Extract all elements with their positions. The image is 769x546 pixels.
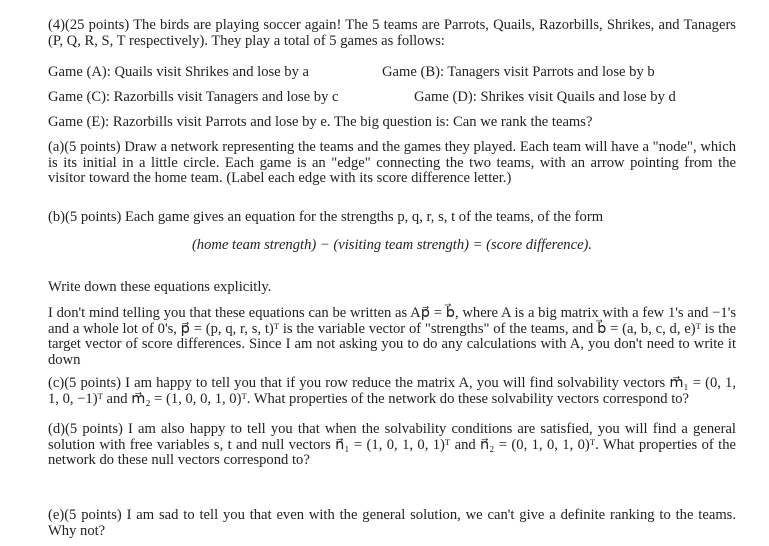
game-d: Game (D): Shrikes visit Quails and lose by d — [414, 89, 676, 105]
part-d: (d)(5 points) I am also happy to tell you that when the solvability conditions are satisfied, you will find a general solution with free variables s, t and null vectors n⃗₁ = (1, 0, 1, 0, 1)ᵀ and n⃗₂ = (0, 1, 0, 1, 0)ᵀ. What properties of the network do these null vectors correspond to? — [48, 421, 736, 468]
equation-form: (home team strength) − (visiting team strength) = (score difference). — [191, 237, 593, 253]
part-b: (b)(5 points) Each game gives an equation for the strengths p, q, r, s, t of the teams, of the form — [48, 209, 604, 225]
write-down-instruction: Write down these equations explicitly. — [48, 279, 272, 295]
game-a: Game (A): Quails visit Shrikes and lose by a — [48, 64, 310, 80]
game-e: Game (E): Razorbills visit Parrots and lose by e. The big question is: Can we rank the teams? — [48, 114, 593, 130]
matrix-paragraph: I don't mind telling you that these equations can be written as Ap⃗ = b⃗, where A is a big matrix with a few 1's and −1's and a whole lot of 0's, p⃗ = (p, q, r, s, t)ᵀ is the variable vector of "strengths" of the teams, and b⃗ = (a, b, c, d, e)ᵀ is the target vector of score differences. Since I am not asking you to do any calculations with A, you don't need to write it down — [48, 305, 736, 368]
part-a: (a)(5 points) Draw a network representing the teams and the games they played. Each team will have a "node", which is its initial in a little circle. Each game is an "edge" connecting the two teams, with an arrow pointing from the visitor toward the home team. (Label each edge with its score difference letter.) — [48, 139, 736, 186]
intro-paragraph: (4)(25 points) The birds are playing soccer again! The 5 teams are Parrots, Quails, Razorbills, Shrikes, and Tanagers (P, Q, R, S, T respectively). They play a total of 5 games as follows: — [48, 17, 736, 49]
part-c: (c)(5 points) I am happy to tell you that if you row reduce the matrix A, you will find solvability vectors m⃗₁ = (0, 1, 1, 0, −1)ᵀ and m⃗₂ = (1, 0, 0, 1, 0)ᵀ. What properties of the network do these solvability vectors correspond to? — [48, 375, 736, 407]
game-b: Game (B): Tanagers visit Parrots and lose by b — [382, 64, 655, 80]
part-e: (e)(5 points) I am sad to tell you that even with the general solution, we can't give a definite ranking to the teams. Why not? — [48, 507, 736, 539]
game-c: Game (C): Razorbills visit Tanagers and lose by c — [48, 89, 339, 105]
